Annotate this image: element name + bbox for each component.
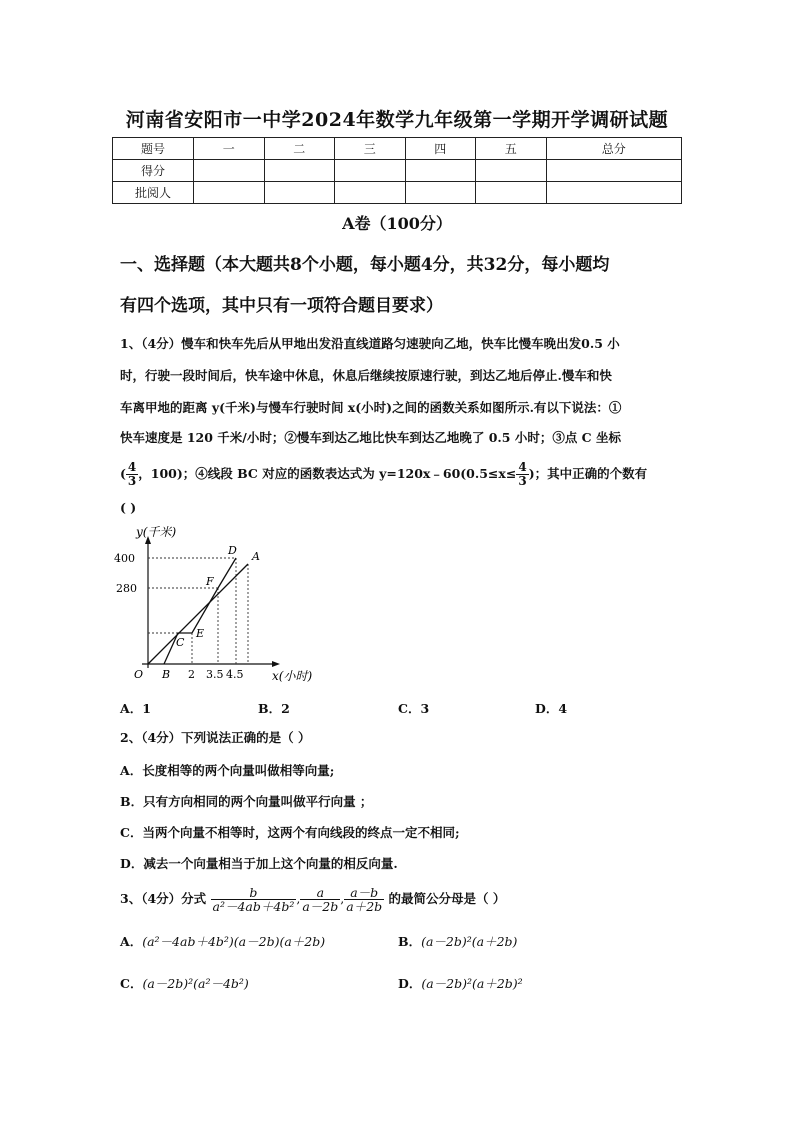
x-tick-4-5: 4.5 — [226, 668, 244, 681]
table-cell — [405, 182, 476, 204]
q1-line2: 时，行驶一段时间后，快车途中休息，休息后继续按原速行驶，到达乙地后停止.慢车和快 — [120, 368, 612, 383]
function-graph — [112, 522, 344, 688]
table-cell: 二 — [264, 138, 335, 160]
q1-answer-paren: ( ) — [120, 500, 137, 515]
q1-line5-mid: ，100)；④线段 BC 对应的函数表达式为 y=120x﹣60(0.5≤x≤ — [138, 466, 517, 481]
point-f-label: F — [206, 575, 214, 588]
fraction — [126, 461, 138, 488]
table-cell: 得分 — [113, 160, 194, 182]
table-cell: 五 — [476, 138, 547, 160]
line-bcefd — [164, 558, 236, 664]
q3-stem-suffix: 的最简公分母是（ ） — [388, 891, 506, 906]
q1-option-b: B．2 — [258, 701, 290, 716]
part-heading-line2: 有四个选项，其中只有一项符合题目要求） — [120, 296, 443, 316]
paren-open: ( — [120, 466, 126, 481]
table-row — [113, 182, 682, 204]
table-cell — [476, 160, 547, 182]
fraction — [211, 886, 297, 913]
q1-line1: 1、（4分）慢车和快车先后从甲地出发沿直线道路匀速驶向乙地，快车比慢车晚出发0.5 小 — [120, 336, 620, 351]
table-cell — [264, 160, 335, 182]
table-cell: 批阅人 — [113, 182, 194, 204]
option-expression: (a－2b)²(a＋2b)² — [421, 976, 523, 991]
q2-option-d: D．减去一个向量相当于加上这个向量的相反向量. — [120, 856, 398, 871]
q2-option-b: B．只有方向相同的两个向量叫做平行向量 ； — [120, 794, 373, 809]
table-cell — [476, 182, 547, 204]
table-cell — [546, 160, 682, 182]
q3-stem: 3、（4分）分式 $\frac{b}{\text{a²－4ab＋4b²}}$ , $\frac{a}{a-2b}$ , $\frac{a-b}{a+2b}$ 的最简公分母是（ ） — [120, 885, 506, 914]
q2-option-a: A．长度相等的两个向量叫做相等向量; — [120, 763, 335, 778]
q1-option-d: D．4 — [535, 701, 568, 716]
fraction-numerator: b — [211, 886, 297, 900]
option-letter: D． — [398, 976, 422, 991]
fraction-numerator: a－b — [344, 886, 384, 900]
q3-option-d — [398, 974, 523, 992]
table-cell — [264, 182, 335, 204]
table-cell — [194, 182, 265, 204]
point-d-label: D — [228, 544, 237, 557]
table-cell — [335, 160, 406, 182]
line-oa — [148, 564, 248, 664]
table-cell: 一 — [194, 138, 265, 160]
table-cell — [546, 182, 682, 204]
table-cell: 三 — [335, 138, 406, 160]
table-row — [113, 138, 682, 160]
score-table — [112, 137, 682, 204]
q2-stem: 2、（4分）下列说法正确的是（ ） — [120, 730, 311, 745]
q1-line5 — [120, 456, 680, 492]
table-cell — [405, 160, 476, 182]
q2-option-c: C．当两个向量不相等时，这两个有向线段的终点一定不相同; — [120, 825, 460, 840]
q1-option-c: C．3 — [398, 701, 430, 716]
fraction — [300, 886, 340, 913]
point-a-label: A — [252, 550, 260, 563]
option-expression: (a²－4ab＋4b²)(a－2b)(a＋2b) — [142, 934, 326, 949]
fraction — [344, 886, 384, 913]
y-tick-280: 280 — [116, 582, 137, 595]
option-letter: C． — [120, 976, 143, 991]
option-letter: A． — [120, 934, 143, 949]
option-letter: B． — [398, 934, 422, 949]
option-expression: (a－2b)²(a²－4b²) — [142, 976, 249, 991]
fraction-numerator: a — [300, 886, 340, 900]
fraction-denominator: a＋2b — [346, 899, 383, 914]
point-c-label: C — [176, 636, 185, 649]
x-tick-2: 2 — [188, 668, 195, 681]
q1-line5-end: )；其中正确的个数有 — [528, 466, 648, 481]
table-cell: 四 — [405, 138, 476, 160]
q3-stem-prefix: 3、（4分）分式 — [120, 891, 207, 906]
section-heading: A卷（100分） — [342, 214, 452, 233]
x-axis-label: x(小时) — [272, 669, 313, 683]
x-tick-3-5: 3.5 — [206, 668, 224, 681]
exam-title: 河南省安阳市一中学2024年数学九年级第一学期开学调研试题 — [125, 109, 669, 131]
q3-option-b — [398, 932, 517, 950]
y-tick-400: 400 — [114, 552, 135, 565]
fraction-denominator: a－2b — [302, 899, 339, 914]
point-o-label: O — [134, 668, 144, 681]
fraction-denominator: a²－4ab＋4b² — [212, 899, 295, 914]
table-row — [113, 160, 682, 182]
table-cell: 总分 — [546, 138, 682, 160]
x-axis-arrow — [272, 661, 280, 667]
part-heading-line1: 一、选择题（本大题共8个小题，每小题4分，共32分，每小题均 — [120, 255, 610, 275]
option-expression: (a－2b)²(a＋2b) — [421, 934, 518, 949]
q3-option-a — [120, 932, 325, 950]
fraction-denominator: 3 — [518, 474, 527, 488]
y-axis-label: y(千米) — [136, 525, 177, 539]
table-cell — [335, 182, 406, 204]
point-b-label: B — [162, 668, 171, 681]
q1-option-a: A．1 — [120, 701, 151, 716]
q1-line3: 车离甲地的距离 y(千米)与慢车行驶时间 x(小时)之间的函数关系如图所示.有以下说法：① — [120, 400, 622, 415]
point-e-label: E — [196, 627, 205, 640]
q1-line4: 快车速度是 120 千米/小时；②慢车到达乙地比快车到达乙地晚了 0.5 小时；③点 C 坐标 — [120, 430, 621, 445]
fraction-numerator: 4 — [518, 460, 527, 474]
q3-option-c — [120, 974, 249, 992]
fraction — [516, 461, 528, 488]
fraction-numerator: 4 — [127, 460, 137, 474]
table-cell — [194, 160, 265, 182]
table-cell: 题号 — [113, 138, 194, 160]
fraction-denominator: 3 — [127, 474, 137, 488]
